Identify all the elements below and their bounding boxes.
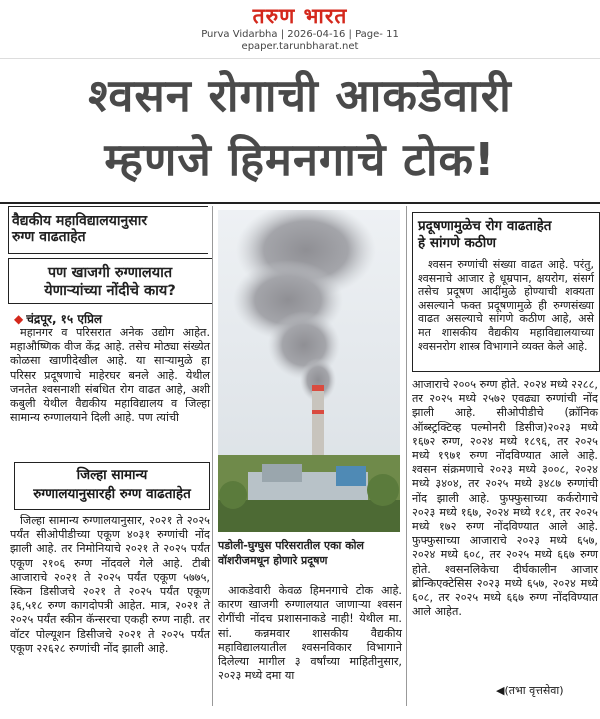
main-headline bbox=[0, 64, 600, 192]
sidebar-box-title bbox=[418, 218, 598, 252]
subhead-box bbox=[14, 462, 210, 510]
sidebar-box-body bbox=[418, 258, 594, 353]
left-para-1: महानगर व परिसरात अनेक उद्योग आहेत. महाऔष्णिक वीज केंद्र आहे. तसेच मोठ्या संख्येत कोळसा खाणीदेखील आहे. या साऱ्यामुळे हा परिसर प्रदूषणाचे माहेरघर बनले आहे. येथील जनतेत श्वसनाशी संबधित रोग वाढत आहे, अशी कबुली येथील वैद्यकीय महाविद्यालय व जिल्हा सामान्य रुग्णालयाने दिली आहे. पण त्यांची bbox=[10, 326, 210, 425]
headline-rule bbox=[0, 202, 600, 204]
subhead-line-2: रुग्णालयानुसारही रुग्ण वाढताहेत bbox=[33, 486, 191, 502]
masthead bbox=[0, 0, 600, 52]
left-column-para-2 bbox=[10, 514, 210, 656]
right-column bbox=[412, 378, 598, 619]
news-photo bbox=[218, 210, 400, 532]
left-para-2: जिल्हा सामान्य रुग्णालयानुसार, २०२१ ते २०२५ पर्यंत सीओपीडीच्या एकूण ४०३१ रुग्णांची नोंद झाली आहे. तर निमोनियाचे २०२१ ते २०२५ पर्यंत एकूण २१०६ रुग्ण नोंदवले गेले आहे. टीबी आजाराचे २०२१ ते २०२५ पर्यंत एकूण ५७७५, स्किन डिसीजचे २०२१ ते २०२५ पर्यंत एकूण ३६,५१८ रुग्ण कागदोपत्री आहेत. मात्र, २०२१ ते २०२५ पर्यंत स्कीन कॅन्सरचा एकही रुग्ण नाही. तर वॉटर पोल्यूशन डिसीजचे २०२१ ते २०२५ पर्यंत एकूण २२६२८ रुग्णांची नोंद झाली आहे. bbox=[10, 514, 210, 655]
column-rule-2 bbox=[406, 206, 407, 706]
dateline bbox=[14, 310, 102, 327]
middle-column bbox=[218, 584, 402, 683]
kicker-2-line-1: पण खाजगी रुग्णालयात bbox=[47, 265, 173, 281]
kicker-1 bbox=[12, 213, 202, 245]
logo-text: तरुण भारत bbox=[252, 3, 348, 28]
kicker-2 bbox=[12, 264, 208, 300]
column-rule-1 bbox=[212, 206, 213, 706]
headline-line-1: श्वसन रोगाची आकडेवारी bbox=[88, 69, 512, 122]
sidebar-title-line-1: प्रदूषणामुळेच रोग वाढताहेत bbox=[418, 218, 552, 234]
edition-line: Purva Vidarbha | 2026-04-16 | Page- 11 bbox=[201, 29, 399, 40]
newspaper-logo bbox=[228, 4, 372, 28]
kicker-1-line-1: वैद्यकीय महाविद्यालयानुसार bbox=[12, 213, 148, 229]
photo-caption: पडोली-घुग्घुस परिसरातील एका कोल वॉशरीजमधून होणारे प्रदूषण bbox=[218, 539, 364, 567]
sidebar-title-line-2: हे सांगणे कठीण bbox=[418, 235, 497, 251]
chimney-smoke-photo bbox=[218, 210, 400, 532]
epaper-url[interactable]: epaper.tarunbharat.net bbox=[241, 41, 359, 52]
kicker-2-line-2: येणाऱ्यांच्या नोंदीचे काय? bbox=[44, 283, 176, 299]
dateline-text: चंद्रपूर, १५ एप्रिल bbox=[26, 312, 103, 326]
middle-para: आकडेवारी केवळ हिमनगाचे टोक आहे. कारण खाजगी रुग्णालयात जाणाऱ्या श्वसन रोगींची नोंदच प्रशासनाकडे नाही! येथील मा. सां. कन्नमवार शासकीय वैद्यकीय महाविद्यालयातील श्वसनविकार विभागाने दिलेल्या मागील ३ वर्षांच्या माहितीनुसार, २०२३ मध्ये दमा या bbox=[218, 584, 402, 683]
signoff: ◀(तभा वृत्तसेवा) bbox=[496, 684, 564, 697]
headline-line-2: म्हणजे हिमनगाचे टोक! bbox=[104, 133, 496, 186]
masthead-rule bbox=[0, 58, 600, 59]
left-column-para-1 bbox=[10, 326, 210, 425]
sidebar-body-text: श्वसन रुग्णांची संख्या वाढत आहे. परंतु, श्वसनाचे आजार हे धूम्रपान, क्षयरोग, संसर्ग तसेच प्रदूषण आदींमुळे होण्याची शक्यता असल्याने फक्त प्रदूषणामुळे ही रुग्णसंख्या वाढत असल्याचे सांगणे कठीण आहे, असे मत शासकीय वैद्यकीय महाविद्यालयाच्या श्वसनरोग शास्त्र विभागाने व्यक्त केले आहे. bbox=[418, 258, 594, 353]
subhead-line-1: जिल्हा सामान्य bbox=[76, 467, 148, 483]
kicker-1-line-2: रुग्ण वाढताहेत bbox=[12, 229, 86, 245]
pin-icon: ◆ bbox=[14, 312, 24, 326]
right-para: आजाराचे २००५ रुग्ण होते. २०२४ मध्ये २२८८, तर २०२५ मध्ये २५७२ एवढ्या रुग्णांची नोंद झाली आहे. सीओपीडीचे (क्रॉनिक ऑब्स्ट्रक्टिव्ह पल्मोनरी डिसीज)२०२३ मध्ये १६७२ रुग्ण, २०२४ मध्ये १८९६, तर २०२५ मध्ये १९७१ रुग्ण नोंदविण्यात आले आहे. श्वसन संक्रमणाचे २०२३ मध्ये ३००८, २०२४ मध्ये ३४०४, तर २०२५ मध्ये ३४८७ रुग्णांची नोंद झाली आहे. फुफ्फुसाच्या कर्करोगाचे २०२३ मध्ये १६७, २०२४ मध्ये १८१, तर २०२५ मध्ये १७२ रुग्ण नोंदविण्यात आले आहे. फुफ्फुसाच्या आजाराचे २०२३ मध्ये ६५७, २०२४ मध्ये ६०८, तर २०२५ मध्ये ६६७ रुग्ण होते. श्वसनलिकेचा दीर्घकालीन आजार ब्रोन्किएक्टेसिस २०२३ मध्ये ६५७, २०२४ मध्ये ६०८, तर २०२५ मध्ये ६६७ रुग्ण नोंदविण्यात आले आहेत. bbox=[412, 378, 598, 619]
